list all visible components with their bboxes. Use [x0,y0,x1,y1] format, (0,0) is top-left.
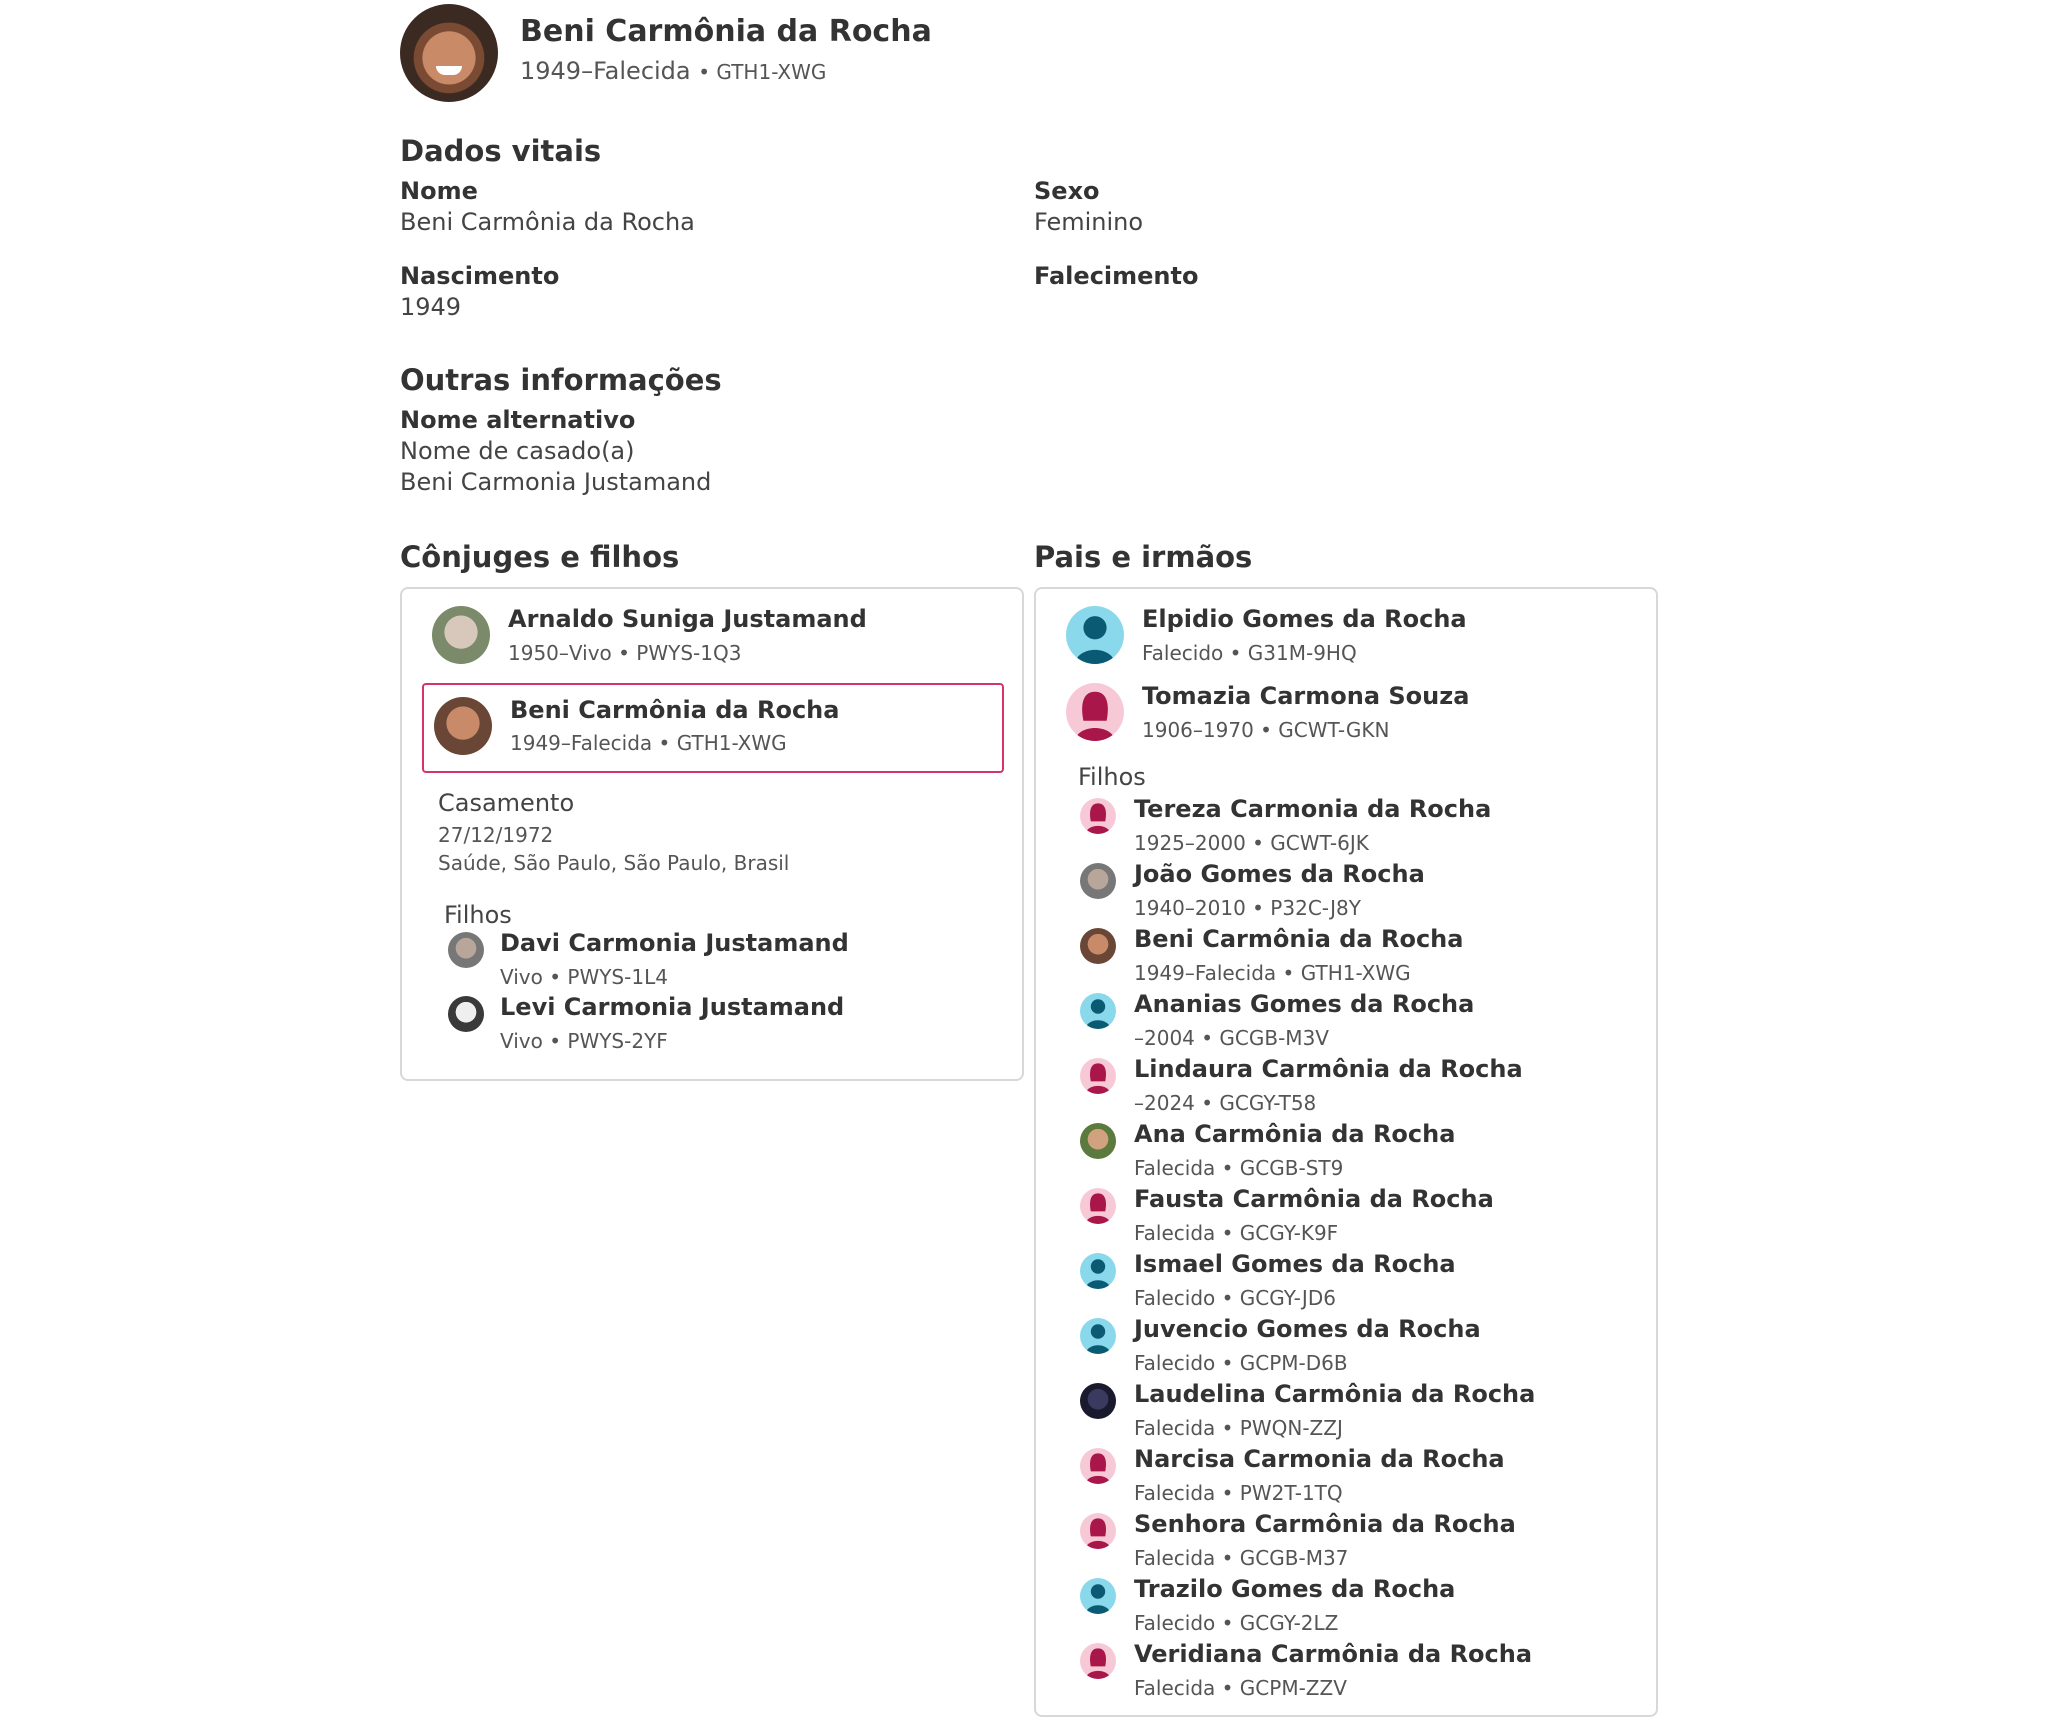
sibling-name[interactable]: Ananias Gomes da Rocha [1134,990,1475,1018]
female-silhouette-icon [1080,1643,1116,1679]
sibling-name[interactable]: Senhora Carmônia da Rocha [1134,1510,1516,1538]
other-info-title: Outras informações [400,363,722,397]
birth-label: Nascimento [400,262,560,290]
person-name: Beni Carmônia da Rocha [520,14,932,49]
children-label: Filhos [1078,763,1146,791]
avatar [1080,1123,1116,1159]
alt-name-type: Nome de casado(a) [400,437,635,465]
child-summary: Vivo • PWYS-2YF [500,1029,668,1053]
vitals-title: Dados vitais [400,134,602,168]
sibling-name[interactable]: Fausta Carmônia da Rocha [1134,1185,1494,1213]
male-silhouette-icon [1080,1318,1116,1354]
sibling-summary: Falecida • GCGB-M37 [1134,1546,1349,1570]
focus-person-row[interactable] [422,683,1004,773]
male-silhouette-icon [1080,1578,1116,1614]
sibling-summary: –2004 • GCGB-M3V [1134,1026,1329,1050]
sibling-summary: Falecida • GCGB-ST9 [1134,1156,1344,1180]
child-name[interactable]: Levi Carmonia Justamand [500,993,845,1021]
sibling-name[interactable]: Veridiana Carmônia da Rocha [1134,1640,1533,1668]
parents-card [1034,587,1658,1717]
child-summary: Vivo • PWYS-1L4 [500,965,668,989]
sibling-summary: Falecida • GCPM-ZZV [1134,1676,1347,1700]
sibling-name[interactable]: Trazilo Gomes da Rocha [1134,1575,1456,1603]
father-summary: Falecido • G31M-9HQ [1142,641,1357,665]
alt-name-label: Nome alternativo [400,406,636,434]
mother-summary: 1906–1970 • GCWT-GKN [1142,718,1390,742]
spouse-summary: 1950–Vivo • PWYS-1Q3 [508,641,742,665]
avatar [448,996,484,1032]
child-name[interactable]: Davi Carmonia Justamand [500,929,849,957]
male-silhouette-icon [1080,993,1116,1029]
avatar [1080,1383,1116,1419]
alt-name-value[interactable]: Beni Carmonia Justamand [400,468,712,496]
mother-name[interactable]: Tomazia Carmona Souza [1142,682,1470,710]
sibling-name[interactable]: Lindaura Carmônia da Rocha [1134,1055,1523,1083]
sibling-name[interactable]: Ana Carmônia da Rocha [1134,1120,1456,1148]
marriage-place: Saúde, São Paulo, São Paulo, Brasil [438,851,790,875]
avatar [432,606,490,664]
sibling-name[interactable]: Narcisa Carmonia da Rocha [1134,1445,1505,1473]
sibling-name[interactable]: Laudelina Carmônia da Rocha [1134,1380,1536,1408]
female-silhouette-icon [1066,683,1124,741]
marriage-label: Casamento [438,789,575,817]
female-silhouette-icon [1080,1058,1116,1094]
sibling-summary: Falecida • PW2T-1TQ [1134,1481,1343,1505]
person-header [400,4,1300,104]
sibling-summary: 1925–2000 • GCWT-6JK [1134,831,1369,855]
avatar [1080,928,1116,964]
female-silhouette-icon [1080,1188,1116,1224]
sibling-summary: Falecido • GCGY-2LZ [1134,1611,1339,1635]
sibling-summary: Falecida • PWQN-ZZJ [1134,1416,1343,1440]
sibling-name[interactable]: Ismael Gomes da Rocha [1134,1250,1456,1278]
sex-label: Sexo [1034,177,1100,205]
parents-title: Pais e irmãos [1034,540,1253,574]
sibling-summary: 1949–Falecida • GTH1-XWG [1134,961,1411,985]
female-silhouette-icon [1080,798,1116,834]
name-label: Nome [400,177,478,205]
avatar [448,932,484,968]
self-name[interactable]: Beni Carmônia da Rocha [510,696,840,724]
female-silhouette-icon [1080,1513,1116,1549]
spouse-name[interactable]: Arnaldo Suniga Justamand [508,605,867,633]
sibling-summary: Falecido • GCPM-D6B [1134,1351,1348,1375]
children-label: Filhos [444,901,512,929]
person-summary: 1949–Falecida • GTH1-XWG [520,57,827,85]
male-silhouette-icon [1080,1253,1116,1289]
birth-value[interactable]: 1949 [400,293,462,321]
sibling-name[interactable]: Tereza Carmonia da Rocha [1134,795,1492,823]
sibling-summary: –2024 • GCGY-T58 [1134,1091,1317,1115]
sibling-summary: Falecida • GCGY-K9F [1134,1221,1339,1245]
sex-value[interactable]: Feminino [1034,208,1144,236]
person-lifespan: 1949–Falecida [520,57,691,85]
avatar [434,697,492,755]
death-label: Falecimento [1034,262,1199,290]
male-silhouette-icon [1066,606,1124,664]
spouses-card [400,587,1024,1081]
person-portrait[interactable] [400,4,498,102]
sibling-summary: 1940–2010 • P32C-J8Y [1134,896,1361,920]
person-id: GTH1-XWG [716,60,827,84]
sibling-summary: Falecido • GCGY-JD6 [1134,1286,1336,1310]
sibling-name[interactable]: Juvencio Gomes da Rocha [1134,1315,1481,1343]
father-name[interactable]: Elpidio Gomes da Rocha [1142,605,1467,633]
self-summary: 1949–Falecida • GTH1-XWG [510,731,787,755]
name-value[interactable]: Beni Carmônia da Rocha [400,208,695,236]
sibling-name[interactable]: Beni Carmônia da Rocha [1134,925,1464,953]
spouses-title: Cônjuges e filhos [400,540,680,574]
sibling-name[interactable]: João Gomes da Rocha [1134,860,1425,888]
marriage-date: 27/12/1972 [438,823,554,847]
female-silhouette-icon [1080,1448,1116,1484]
avatar [1080,863,1116,899]
